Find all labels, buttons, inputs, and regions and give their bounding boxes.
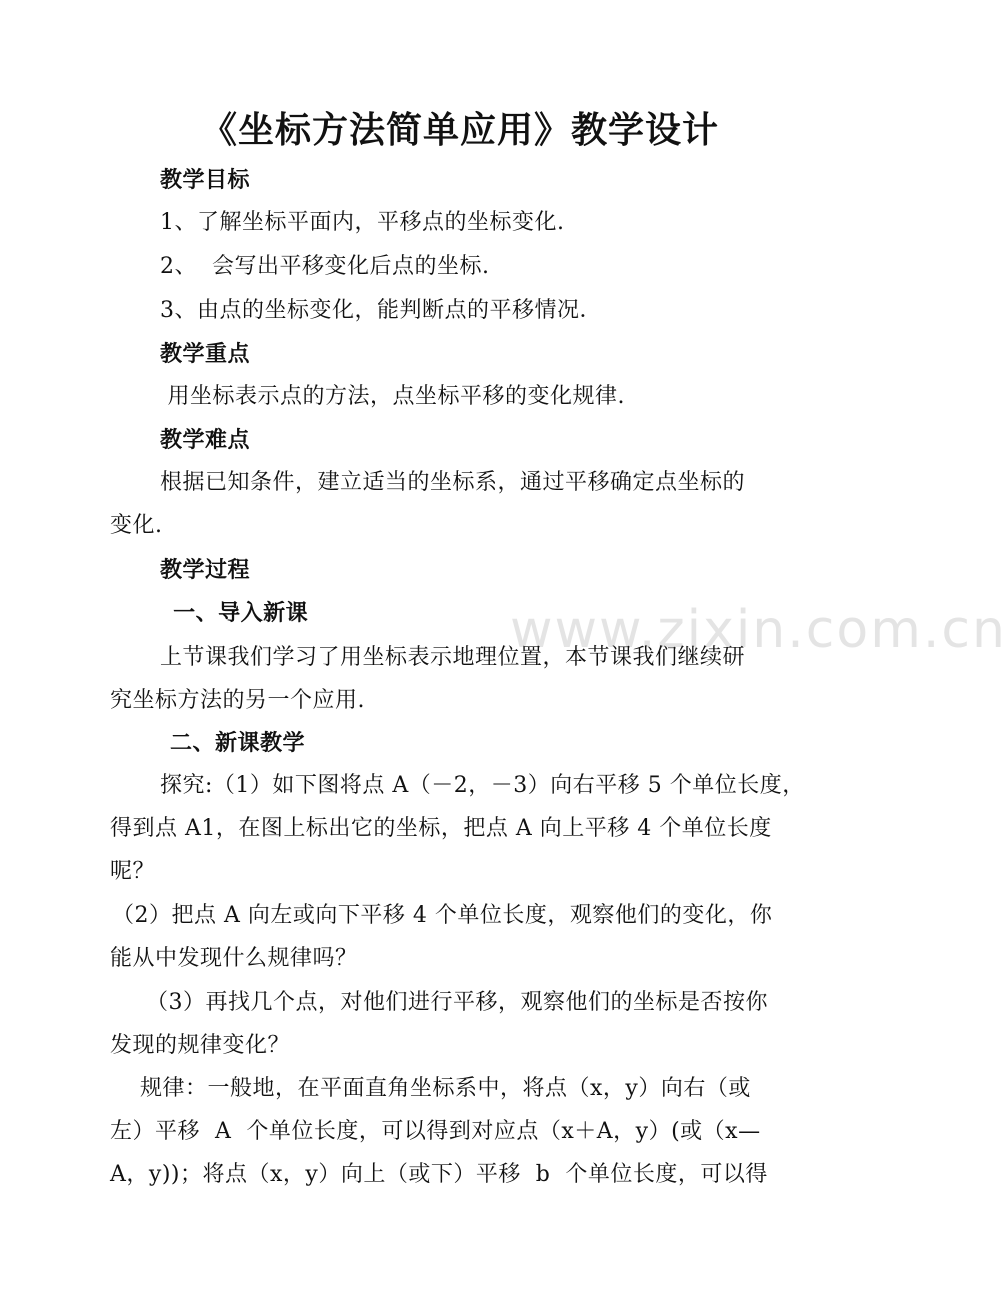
difficulty-line-2: 变化.	[110, 513, 163, 538]
intro-line-1: 上节课我们学习了用坐标表示地理位置，本节课我们继续研	[160, 645, 746, 670]
difficulty-line-1: 根据已知条件，建立适当的坐标系，通过平移确定点坐标的	[160, 470, 746, 495]
question-3-line-2: 发现的规律变化？	[110, 1033, 291, 1058]
rule-line-2: 左）平移 A 个单位长度，可以得到对应点（x＋A，y）(或（x—	[110, 1119, 761, 1144]
explore-line-2: 得到点 A1，在图上标出它的坐标，把点 A 向上平移 4 个单位长度	[110, 816, 772, 841]
explore-line-3: 呢？	[110, 859, 156, 884]
goal-3: 3、由点的坐标变化，能判断点的平移情况．	[160, 298, 602, 323]
question-3-line-1: （3）再找几个点，对他们进行平移，观察他们的坐标是否按你	[146, 990, 768, 1015]
rule-line-1: 规律：一般地，在平面直角坐标系中，将点（x，y）向右（或	[140, 1076, 751, 1101]
heading-process: 教学过程	[160, 557, 251, 583]
section-2: 二、新课教学	[170, 730, 306, 756]
explore-line-1: 探究:（1）如下图将点 A（－2，－3）向右平移 5 个单位长度，	[160, 773, 805, 798]
intro-line-2: 究坐标方法的另一个应用.	[110, 688, 365, 713]
heading-difficulty: 教学难点	[160, 427, 251, 453]
question-2-line-2: 能从中发现什么规律吗？	[110, 946, 358, 971]
goal-2: 2、 会写出平移变化后点的坐标.	[160, 254, 490, 279]
watermark: www.zixin.com.cn	[510, 600, 1007, 660]
section-1: 一、导入新课	[165, 600, 309, 626]
heading-goals: 教学目标	[160, 167, 251, 193]
goal-1: 1、了解坐标平面内，平移点的坐标变化.	[160, 210, 565, 235]
rule-line-3: A，y))；将点（x，y）向上（或下）平移 b 个单位长度，可以得	[110, 1162, 768, 1187]
heading-key: 教学重点	[160, 341, 251, 367]
page-title: 《坐标方法简单应用》教学设计	[200, 109, 719, 151]
key-text: 用坐标表示点的方法，点坐标平移的变化规律.	[160, 384, 625, 409]
question-2-line-1: （2）把点 A 向左或向下平移 4 个单位长度，观察他们的变化，你	[112, 903, 773, 928]
